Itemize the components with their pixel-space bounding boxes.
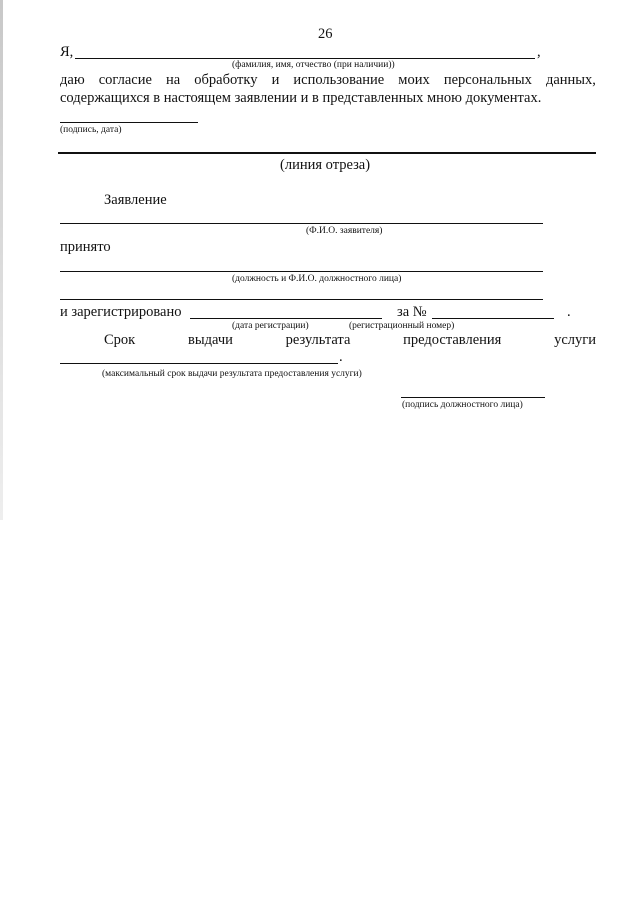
consent-word-0: даю <box>60 72 85 88</box>
consent-word-7: персональных <box>443 72 532 88</box>
registration-date-line <box>190 318 382 319</box>
consent-word-8: данных, <box>545 72 596 88</box>
cut-line <box>58 152 596 154</box>
statement-label: Заявление <box>104 192 167 208</box>
registration-date-caption: (дата регистрации) <box>232 321 309 331</box>
consent-text-line-1 <box>60 72 596 89</box>
consent-word-2: на <box>166 72 181 88</box>
registration-period: . <box>567 304 571 320</box>
term-word-3: предоставления <box>403 332 502 348</box>
number-label: за № <box>397 304 427 320</box>
applicant-line <box>60 223 543 224</box>
consent-text-line-2: содержащихся в настоящем заявлении и в представленных мною документах. <box>60 90 542 106</box>
official-signature-line <box>401 397 545 398</box>
term-word-1: выдачи <box>188 332 233 348</box>
scan-edge <box>0 0 3 520</box>
consent-word-3: обработку <box>194 72 258 88</box>
official-line <box>60 271 543 272</box>
official-line-2 <box>60 299 543 300</box>
term-word-4: услуги <box>554 332 596 348</box>
registration-number-caption: (регистрационный номер) <box>349 321 455 331</box>
cut-line-label: (линия отреза) <box>280 157 371 173</box>
official-caption: (должность и Ф.И.О. должностного лица) <box>232 274 402 284</box>
term-word-0: Срок <box>104 332 136 348</box>
term-period: . <box>339 349 343 365</box>
consent-signature-caption: (подпись, дата) <box>60 125 122 135</box>
consent-suffix: , <box>537 44 541 60</box>
full-name-line <box>75 58 535 59</box>
registered-label: и зарегистрировано <box>60 304 182 320</box>
term-caption: (максимальный срок выдачи результата предоставления услуги) <box>102 369 362 379</box>
consent-word-1: согласие <box>98 72 152 88</box>
page-number: 26 <box>318 26 333 42</box>
consent-word-5: использование <box>293 72 385 88</box>
consent-word-4: и <box>271 72 280 88</box>
official-signature-caption: (подпись должностного лица) <box>402 400 523 410</box>
term-word-2: результата <box>285 332 351 348</box>
consent-word-6: моих <box>398 72 430 88</box>
applicant-caption: (Ф.И.О. заявителя) <box>306 226 383 236</box>
registration-number-line <box>432 318 554 319</box>
accepted-label: принято <box>60 239 111 255</box>
consent-signature-line <box>60 122 198 123</box>
term-line <box>60 363 338 364</box>
full-name-caption: (фамилия, имя, отчество (при наличии)) <box>232 60 395 70</box>
consent-prefix: Я, <box>60 44 74 60</box>
term-text-line <box>104 332 596 349</box>
